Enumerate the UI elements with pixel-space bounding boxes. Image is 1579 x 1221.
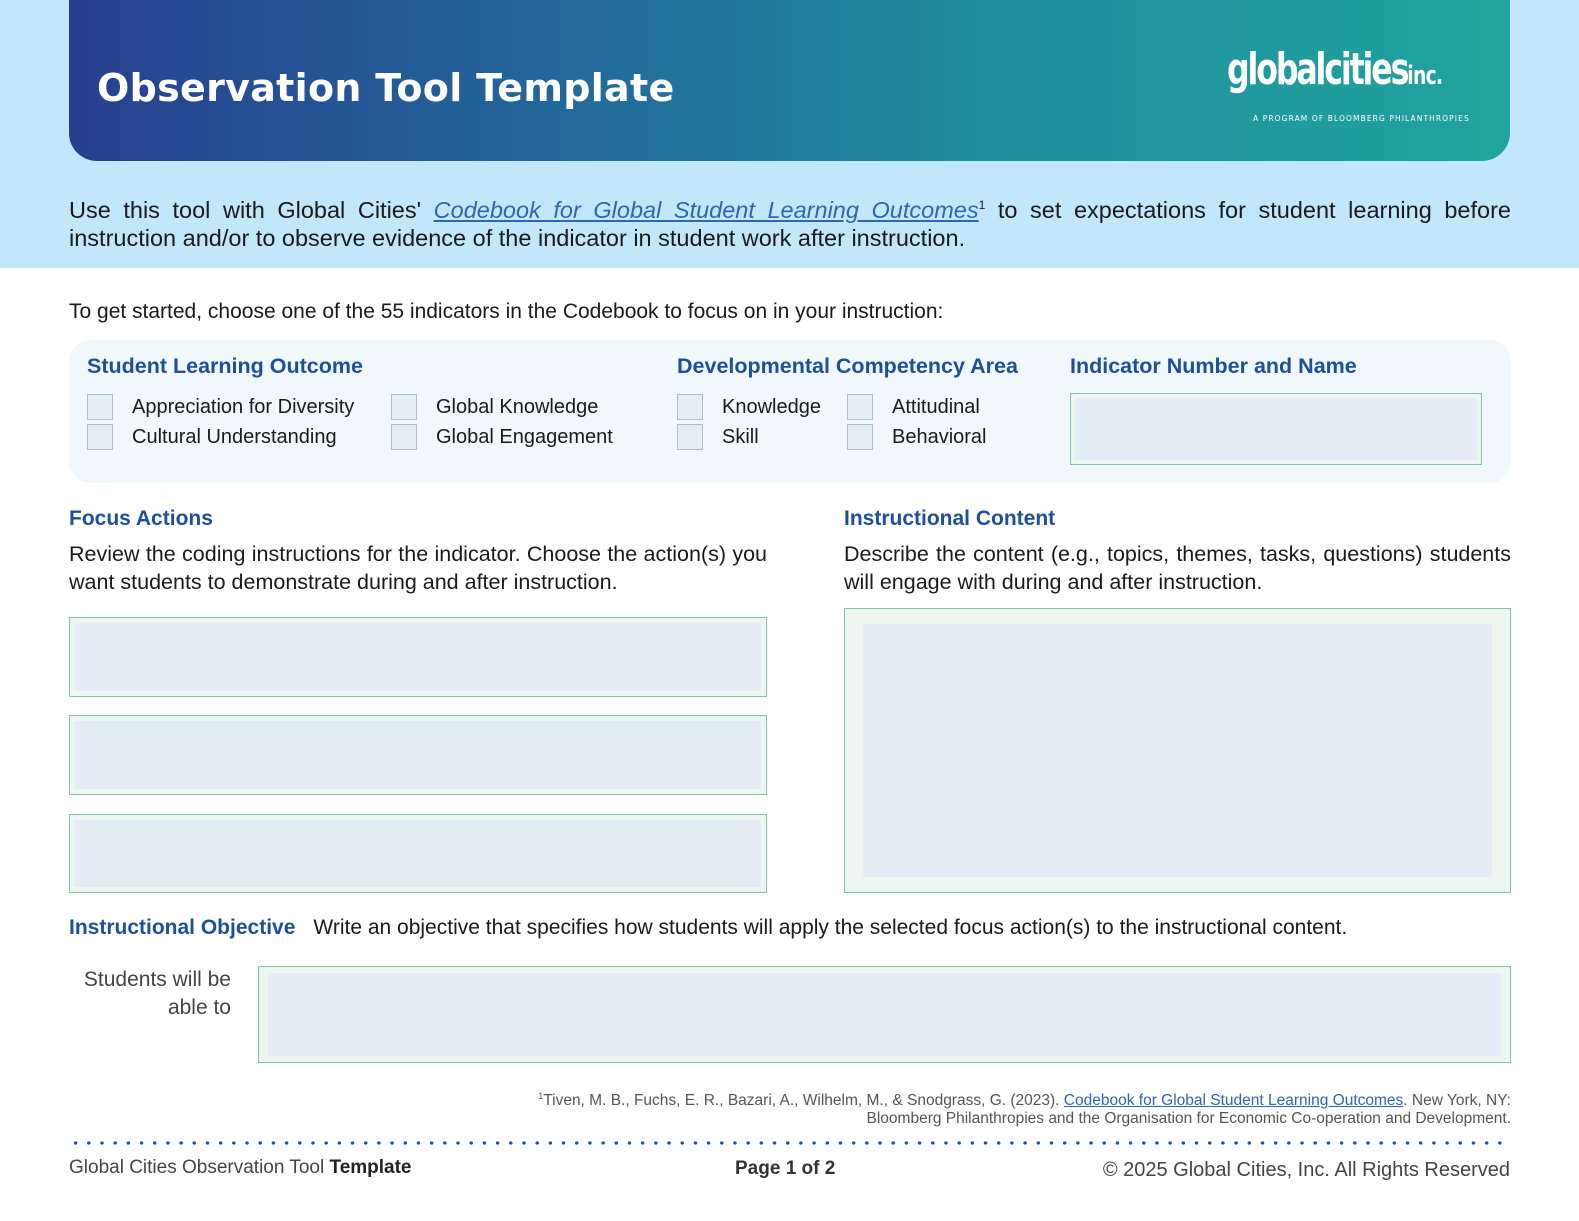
checkbox-box[interactable] — [677, 394, 703, 420]
intro-footnote-ref: 1 — [978, 198, 986, 212]
footnote-marker: 1 — [538, 1091, 544, 1101]
focus-actions-description: Review the coding instructions for the indicator. Choose the action(s) you want students to demonstrate during and after instruction. — [69, 542, 767, 594]
footer-doc-title: Global Cities Observation Tool — [69, 1157, 330, 1178]
global-cities-logo — [1227, 44, 1470, 129]
checkbox-label: Attitudinal — [892, 395, 980, 418]
footnote-citation: Tiven, M. B., Fuchs, E. R., Bazari, A., Wilhelm, M., & Snodgrass, G. (2023). — [543, 1092, 1064, 1110]
footnote-codebook-link[interactable]: Codebook for Global Student Learning Outcomes — [1063, 1092, 1404, 1110]
intro-after: to set expectations for student learning before instruction and/or to observe evidence of the indicator in student work after instruction. — [69, 196, 1511, 251]
instructional-content-heading: Instructional Content — [844, 507, 1056, 530]
focus-action-input-area[interactable] — [75, 820, 761, 887]
copyright: © 2025 Global Cities, Inc. All Rights Reserved — [1102, 1159, 1510, 1181]
checkbox-global-engagement[interactable] — [391, 424, 613, 450]
indicator-input[interactable] — [1070, 393, 1482, 465]
instructional-content-input[interactable] — [844, 608, 1511, 893]
focus-action-input-2[interactable] — [69, 715, 767, 795]
objective-input-area[interactable] — [268, 973, 1501, 1056]
checkbox-label: Global Knowledge — [436, 395, 599, 418]
checkbox-box[interactable] — [391, 424, 417, 450]
checkbox-box[interactable] — [87, 394, 113, 420]
logo-wordmark — [1227, 44, 1442, 95]
indicator-input-area[interactable] — [1075, 398, 1477, 460]
footer-doc-type: Template — [329, 1157, 412, 1178]
intro-before: Use this tool with Global Cities' — [69, 196, 434, 223]
instructional-objective-heading: Instructional Objective — [69, 916, 296, 939]
instructional-content-description: Describe the content (e.g., topics, themes, tasks, questions) students will engage with during and after instruction. — [844, 542, 1511, 594]
intro-text — [69, 191, 1511, 252]
checkbox-behavioral[interactable] — [847, 424, 987, 450]
checkbox-attitudinal[interactable] — [847, 394, 980, 420]
checkbox-label: Cultural Understanding — [132, 425, 337, 448]
checkbox-box[interactable] — [847, 424, 873, 450]
checkbox-box[interactable] — [677, 424, 703, 450]
selection-panel — [69, 340, 1511, 483]
logo-tagline: A PROGRAM OF BLOOMBERG PHILANTHROPIES — [1253, 114, 1470, 123]
focus-action-input-area[interactable] — [75, 623, 761, 691]
checkbox-global-knowledge[interactable] — [391, 394, 598, 420]
focus-actions-heading: Focus Actions — [69, 507, 213, 530]
logo-suffix: inc. — [1407, 61, 1443, 91]
checkbox-appreciation-for-diversity[interactable] — [87, 394, 354, 420]
students-will-label: Students will be able to — [83, 968, 231, 1019]
checkbox-box[interactable] — [847, 394, 873, 420]
checkbox-label: Appreciation for Diversity — [132, 395, 355, 418]
objective-input[interactable] — [258, 966, 1511, 1063]
header-banner — [69, 0, 1510, 161]
instructional-content-input-area[interactable] — [863, 624, 1492, 877]
page-number: Page 1 of 2 — [735, 1158, 836, 1179]
checkbox-label: Knowledge — [722, 395, 821, 418]
checkbox-knowledge[interactable] — [677, 394, 821, 420]
focus-action-input-3[interactable] — [69, 814, 767, 893]
focus-action-input-area[interactable] — [75, 721, 761, 789]
indicator-heading: Indicator Number and Name — [1070, 354, 1357, 378]
footnote-publisher: . New York, NY: Bloomberg Philanthropies and the Organisation for Economic Co-operation and Development. — [866, 1092, 1511, 1128]
checkbox-label: Behavioral — [892, 425, 987, 448]
checkbox-box[interactable] — [391, 394, 417, 420]
checkbox-skill[interactable] — [677, 424, 759, 450]
instructional-objective-row — [69, 916, 1347, 940]
checkbox-label: Global Engagement — [436, 425, 613, 448]
competency-area-heading: Developmental Competency Area — [677, 354, 1018, 378]
instructional-objective-description: Write an objective that specifies how students will apply the selected focus action(s) to the instructional content. — [313, 916, 1348, 939]
logo-wordmark-text: globalcities — [1227, 44, 1408, 95]
focus-action-input-1[interactable] — [69, 617, 767, 697]
footer-document-name — [69, 1157, 412, 1179]
dotted-divider — [69, 1141, 1511, 1145]
checkbox-box[interactable] — [87, 424, 113, 450]
student-learning-outcome-heading: Student Learning Outcome — [87, 354, 363, 378]
get-started-text: To get started, choose one of the 55 indicators in the Codebook to focus on in your instruction: — [69, 300, 944, 323]
checkbox-cultural-understanding[interactable] — [87, 424, 337, 450]
page-title: Observation Tool Template — [97, 66, 675, 110]
checkbox-label: Skill — [722, 425, 759, 448]
footnote — [470, 1087, 1511, 1128]
codebook-link[interactable]: Codebook for Global Student Learning Outcomes — [433, 196, 979, 223]
